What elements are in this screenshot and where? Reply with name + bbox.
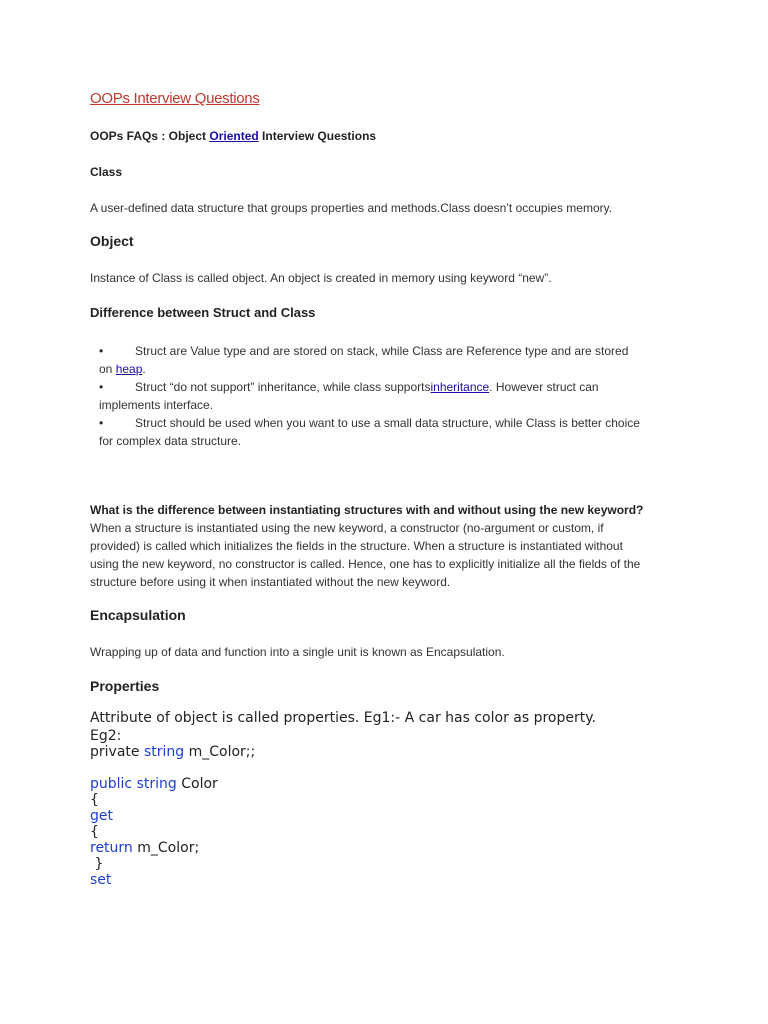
encapsulation-description: Wrapping up of data and function into a single unit is known as Encapsulation. — [90, 645, 505, 659]
code-spacer — [90, 760, 596, 776]
heap-link[interactable]: heap — [115, 362, 143, 376]
list-item-text: on — [99, 362, 116, 376]
answer-line: using the new keyword, no constructor is called. Hence, one has to explicitly initialize all the fields of the — [90, 557, 641, 571]
code-line — [90, 776, 596, 792]
properties-heading: Properties — [90, 678, 160, 694]
bullet-icon: • — [99, 344, 104, 358]
inheritance-link[interactable]: inheritance — [430, 380, 490, 394]
answer-line: When a structure is instantiated using the new keyword, a constructor (no-argument or custom, if — [90, 521, 604, 535]
list-item-text: . — [142, 362, 146, 376]
list-item-text: Struct “do not support” inheritance, while class supports — [135, 380, 431, 394]
bullet-icon: • — [99, 380, 104, 394]
answer-line: structure before using it when instantiated without the new keyword. — [90, 575, 451, 589]
object-description: Instance of Class is called object. An object is created in memory using keyword “new”. — [90, 271, 552, 285]
properties-description: Attribute of object is called properties. Eg1:- A car has color as property. — [90, 710, 596, 726]
new-keyword-question: What is the difference between instantiating structures with and without using the new keyword? — [90, 503, 644, 517]
code-keyword: return — [90, 840, 133, 856]
list-item-text: Struct should be used when you want to use a small data structure, while Class is better choice — [135, 416, 640, 430]
code-line: { — [90, 824, 99, 840]
code-line — [90, 744, 596, 760]
faq-heading-suffix: Interview Questions — [258, 129, 377, 143]
object-heading: Object — [90, 233, 134, 249]
code-line: } — [90, 856, 104, 872]
code-keyword: string — [143, 744, 185, 760]
list-item-text: Struct are Value type and are stored on stack, while Class are Reference type and are stored — [135, 344, 629, 358]
encapsulation-heading: Encapsulation — [90, 607, 186, 623]
code-text: Color — [176, 776, 218, 792]
oriented-link[interactable]: Oriented — [209, 129, 259, 143]
list-item — [99, 342, 679, 378]
code-keyword: get — [90, 808, 113, 824]
code-text: m_Color; — [132, 840, 200, 856]
new-keyword-answer — [90, 519, 675, 591]
code-keyword: string — [136, 776, 177, 792]
code-keyword: set — [90, 872, 112, 888]
list-item-text: for complex data structure. — [99, 434, 242, 448]
code-keyword: public — [90, 776, 133, 792]
faq-heading — [90, 129, 376, 143]
code-line: { — [90, 792, 99, 808]
class-description: A user-defined data structure that groups properties and methods.Class doesn’t occupies memory. — [90, 201, 613, 215]
struct-vs-class-heading: Difference between Struct and Class — [90, 305, 316, 320]
code-text: private — [90, 744, 144, 760]
list-item — [99, 414, 679, 450]
faq-heading-prefix: OOPs FAQs : Object — [90, 129, 210, 143]
list-item — [99, 378, 679, 414]
properties-code-block — [90, 710, 596, 888]
bullet-icon: • — [99, 416, 104, 430]
struct-vs-class-list — [99, 342, 679, 450]
eg2-label: Eg2: — [90, 728, 122, 744]
list-item-text: . However struct can — [489, 380, 599, 394]
page-title[interactable]: OOPs Interview Questions — [90, 90, 260, 107]
code-line — [90, 840, 596, 856]
code-text: m_Color;; — [184, 744, 256, 760]
list-item-text: implements interface. — [99, 398, 214, 412]
answer-line: provided) is called which initializes the fields in the structure. When a structure is instantiated without — [90, 539, 623, 553]
class-heading: Class — [90, 165, 123, 179]
